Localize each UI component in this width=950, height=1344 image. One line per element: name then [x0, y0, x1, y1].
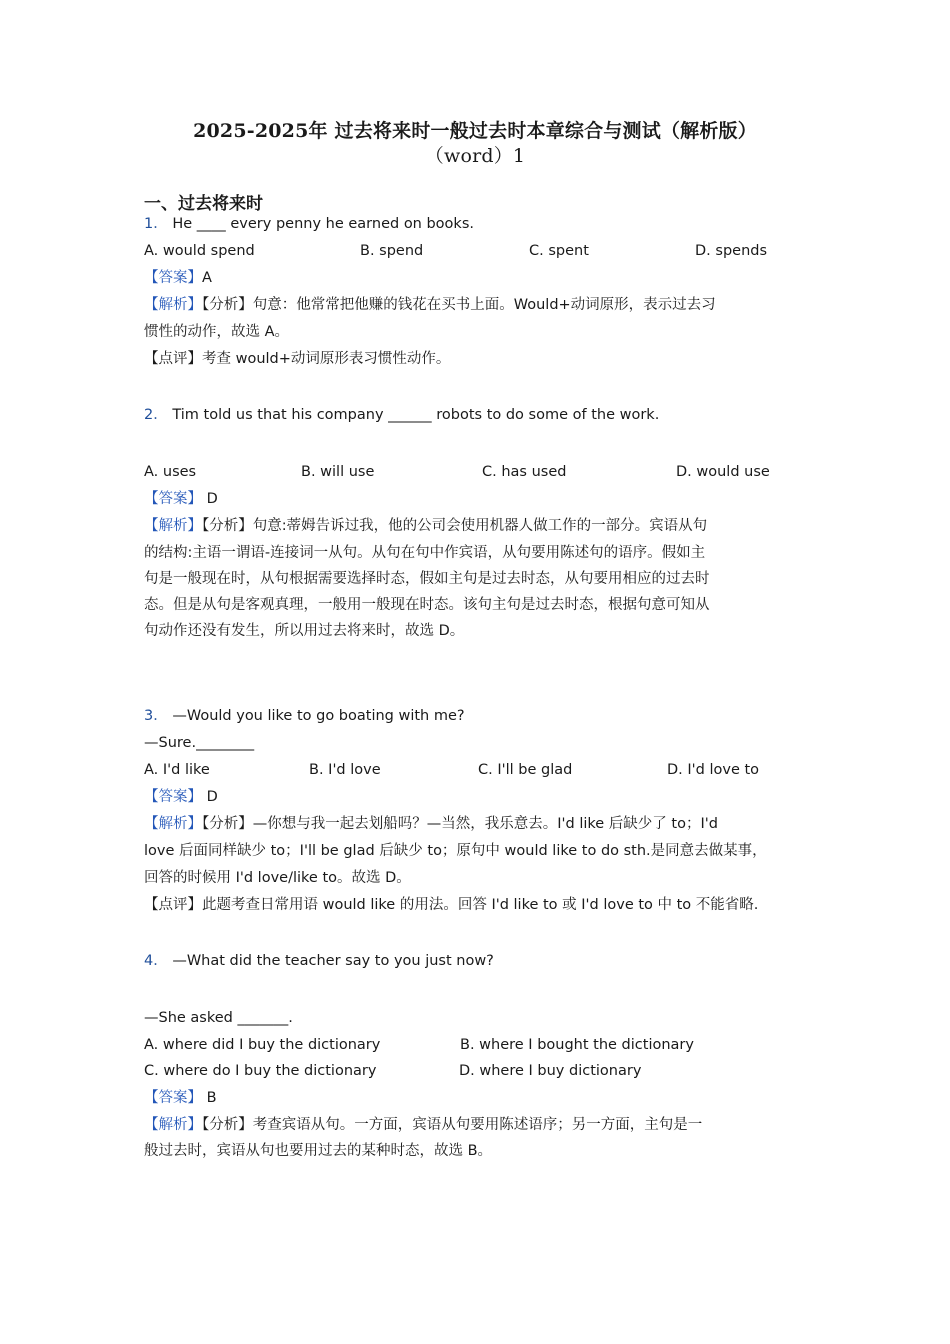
answer-value: D [206, 491, 218, 507]
page-title: 2025-2025年 过去将来时一般过去时本章综合与测试（解析版） [193, 120, 757, 142]
option-c: C. spent [529, 243, 589, 259]
answer-line [144, 488, 218, 510]
option-c: C. where do I buy the dictionary [144, 1063, 377, 1079]
analysis-text: 回答的时候用 I'd love/like to。故选 D。 [144, 870, 411, 886]
question-stem: Tim told us that his company ______ robots to do some of the work. [172, 407, 660, 423]
question-stem: —What did the teacher say to you just now? [172, 953, 494, 969]
option-a: A. I'd like [144, 762, 210, 778]
analysis-tag: 【解析】 [144, 816, 202, 832]
analysis-text: 惯性的动作，故选 A。 [144, 324, 290, 340]
analysis-tag: 【解析】 [144, 297, 202, 313]
analysis-text: 的结构:主语一谓语-连接词一从句。从句在句中作宾语，从句要用陈述句的语序。假如主 [144, 545, 706, 561]
section-heading: 一、过去将来时 [144, 194, 263, 214]
answer-tag: 【答案】 [144, 1090, 202, 1106]
option-d: D. where I buy dictionary [459, 1063, 642, 1079]
question-4 [144, 950, 494, 972]
answer-line [144, 267, 212, 289]
question-1 [144, 213, 474, 235]
comment-text: 【点评】考查 would+动词原形表习惯性动作。 [144, 351, 451, 367]
analysis-line [144, 1114, 702, 1136]
answer-tag: 【答案】 [144, 789, 202, 805]
answer-line [144, 786, 218, 808]
analysis-text: 句是一般现在时，从句根据需要选择时态，假如主句是过去时态，从句要用相应的过去时 [144, 571, 710, 587]
option-d: D. spends [695, 243, 768, 259]
analysis-text: 【分析】句意:蒂姆告诉过我，他的公司会使用机器人做工作的一部分。宾语从句 [202, 518, 708, 534]
answer-line [144, 1087, 217, 1109]
question-stem: He ____ every penny he earned on books. [172, 216, 474, 232]
question-number: 4． [144, 953, 168, 969]
option-d: D. I'd love to [667, 762, 760, 778]
analysis-line [144, 294, 716, 316]
analysis-text: 【分析】—你想与我一起去划船吗？—当然，我乐意去。I'd like 后缺少了 to；I'd [202, 816, 718, 832]
analysis-text: 【分析】句意：他常常把他赚的钱花在买书上面。Would+动词原形，表示过去习 [202, 297, 716, 313]
question-3 [144, 705, 465, 727]
analysis-text: 句动作还没有发生，所以用过去将来时，故选 D。 [144, 623, 465, 639]
analysis-tag: 【解析】 [144, 518, 202, 534]
analysis-text: love 后面同样缺少 to；I'll be glad 后缺少 to；原句中 would like to do sth.是同意去做某事， [144, 843, 767, 859]
answer-value: D [206, 789, 218, 805]
question-number: 2． [144, 407, 168, 423]
question-stem: —Would you like to go boating with me? [172, 708, 465, 724]
option-c: C. I'll be glad [478, 762, 573, 778]
question-2 [144, 404, 659, 426]
question-number: 1． [144, 216, 168, 232]
option-b: B. will use [301, 464, 375, 480]
question-stem-reply: —Sure.________ [144, 735, 255, 751]
comment-text: 【点评】此题考查日常用语 would like 的用法。回答 I'd like to 或 I'd love to 中 to 不能省略. [144, 897, 759, 913]
option-b: B. spend [360, 243, 424, 259]
option-d: D. would use [676, 464, 770, 480]
option-b: B. where I bought the dictionary [460, 1037, 694, 1053]
analysis-text: 态。但是从句是客观真理，一般用一般现在时态。该句主句是过去时态，根据句意可知从 [144, 597, 710, 613]
option-c: C. has used [482, 464, 567, 480]
question-stem-reply: —She asked _______. [144, 1010, 293, 1026]
analysis-line [144, 515, 707, 537]
answer-value: B [206, 1090, 217, 1106]
option-a: A. where did I buy the dictionary [144, 1037, 381, 1053]
answer-value: A [202, 270, 212, 286]
option-b: B. I'd love [309, 762, 381, 778]
option-a: A. would spend [144, 243, 255, 259]
question-number: 3． [144, 708, 168, 724]
page-title-line2: （word）1 [424, 145, 526, 167]
analysis-tag: 【解析】 [144, 1117, 202, 1133]
answer-tag: 【答案】 [144, 491, 202, 507]
option-a: A. uses [144, 464, 197, 480]
answer-tag: 【答案】 [144, 270, 202, 286]
analysis-text: 般过去时，宾语从句也要用过去的某种时态，故选 B。 [144, 1143, 493, 1159]
analysis-text: 【分析】考查宾语从句。一方面，宾语从句要用陈述语序；另一方面，主句是一 [202, 1117, 703, 1133]
analysis-line [144, 813, 718, 835]
